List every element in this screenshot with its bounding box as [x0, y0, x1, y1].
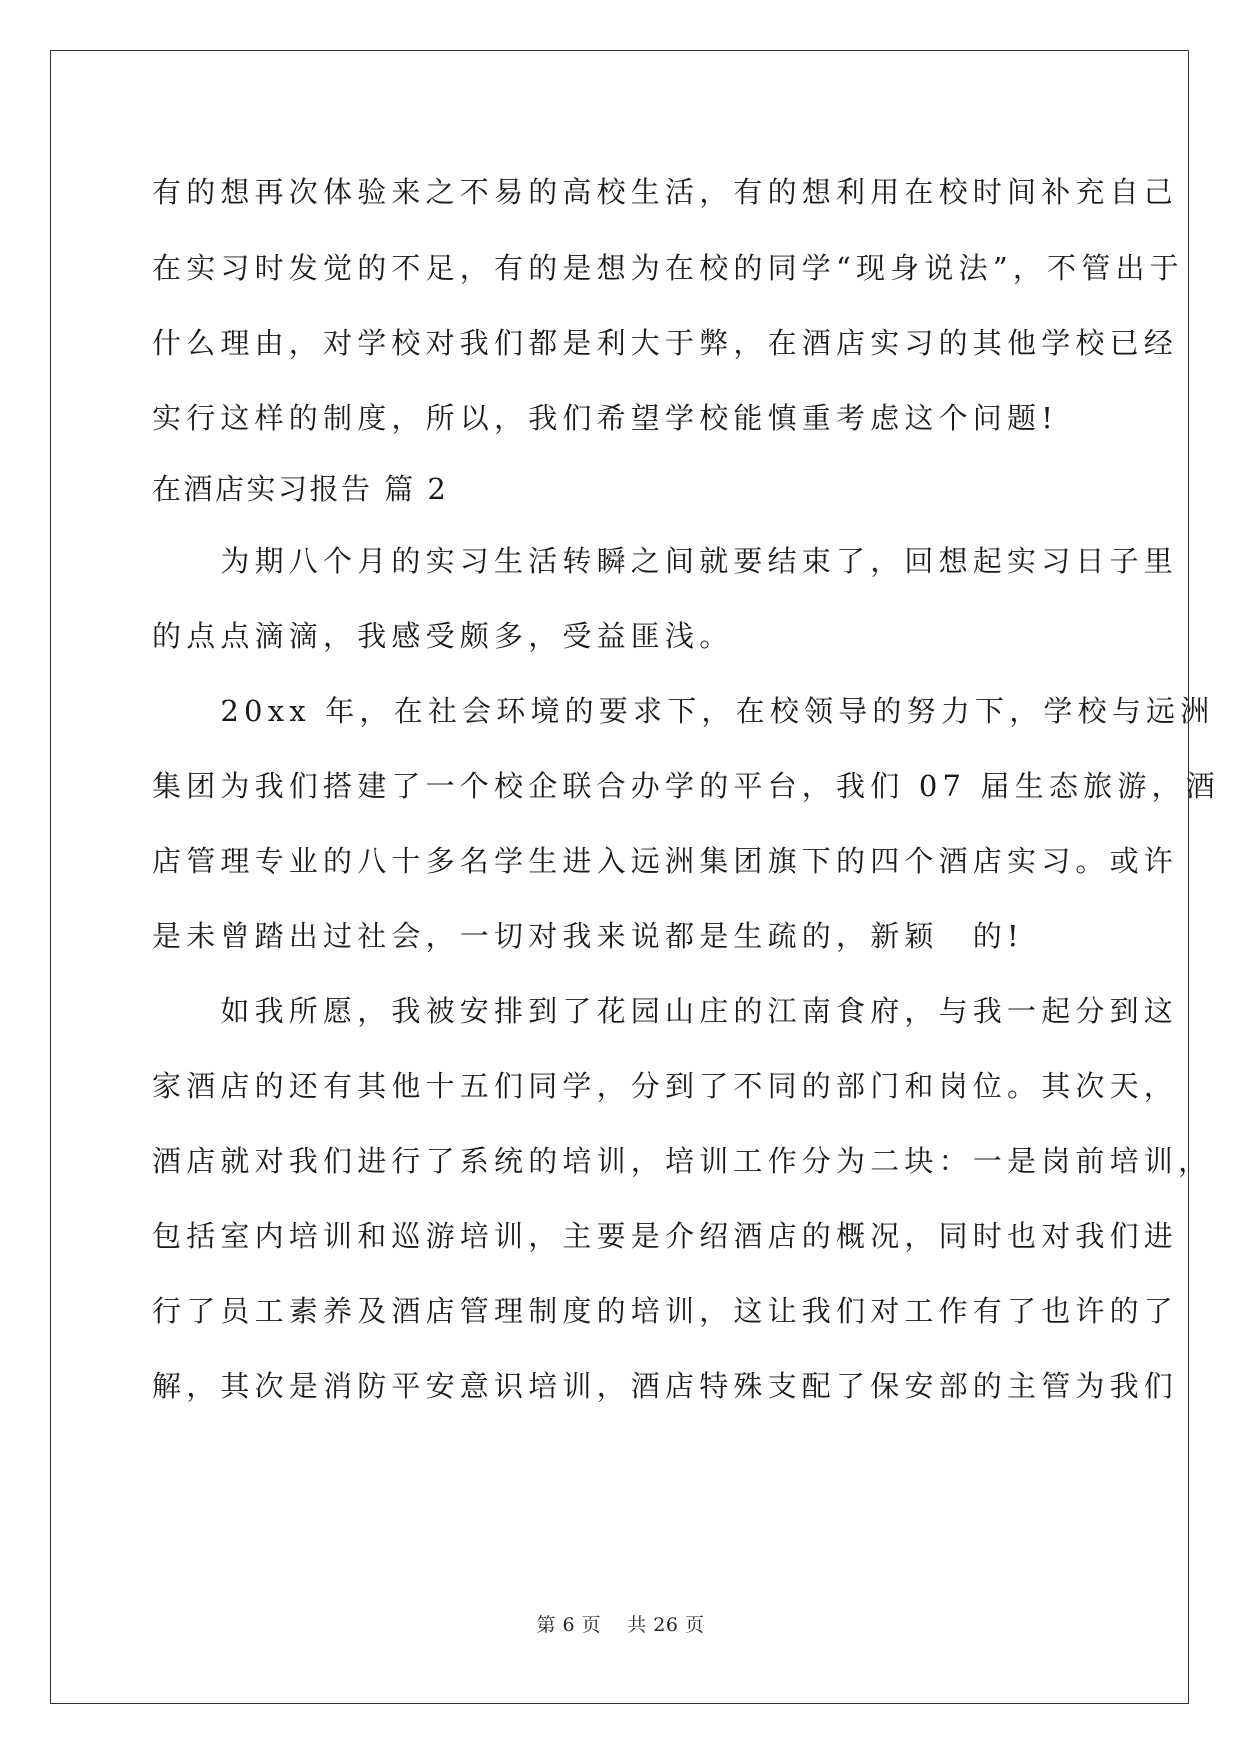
text-line: 的点点滴滴，我感受颇多，受益匪浅。	[152, 619, 734, 653]
text-line: 店管理专业的八十多名学生进入远洲集团旗下的四个酒店实习。或许	[152, 844, 1179, 878]
page-number: 第 6 页 共 26 页	[536, 1614, 705, 1636]
text-line: 包括室内培训和巡游培训，主要是介绍酒店的概况，同时也对我们进	[152, 1219, 1179, 1253]
text-line: 有的想再次体验来之不易的高校生活，有的想利用在校时间补充自己	[152, 175, 1179, 209]
text-line: 解，其次是消防平安意识培训，酒店特殊支配了保安部的主管为我们	[152, 1369, 1179, 1403]
text-line: 20xx 年，在社会环境的要求下，在校领导的努力下，学校与远洲	[152, 694, 1215, 728]
section-heading: 在酒店实习报告 篇 2	[152, 472, 449, 506]
text-line: 为期八个月的实习生活转瞬之间就要结束了，回想起实习日子里	[152, 544, 1179, 578]
text-line: 酒店就对我们进行了系统的培训，培训工作分为二块：一是岗前培训，	[152, 1144, 1213, 1178]
text-line: 是未曾踏出过社会，一切对我来说都是生疏的，新颖 的!	[152, 919, 1024, 953]
text-line: 如我所愿，我被安排到了花园山庄的江南食府，与我一起分到这	[152, 994, 1179, 1028]
text-line: 什么理由，对学校对我们都是利大于弊，在酒店实习的其他学校已经	[152, 326, 1179, 360]
text-line: 在实习时发觉的不足，有的是想为在校的同学“现身说法”，不管出于	[152, 251, 1184, 285]
text-line: 家酒店的还有其他十五们同学，分到了不同的部门和岗位。其次天，	[152, 1069, 1179, 1103]
text-line: 实行这样的制度，所以，我们希望学校能慎重考虑这个问题!	[152, 401, 1059, 435]
text-line: 集团为我们搭建了一个校企联合办学的平台，我们 07 届生态旅游，酒	[152, 769, 1220, 803]
text-line: 行了员工素养及酒店管理制度的培训，这让我们对工作有了也许的了	[152, 1294, 1179, 1328]
